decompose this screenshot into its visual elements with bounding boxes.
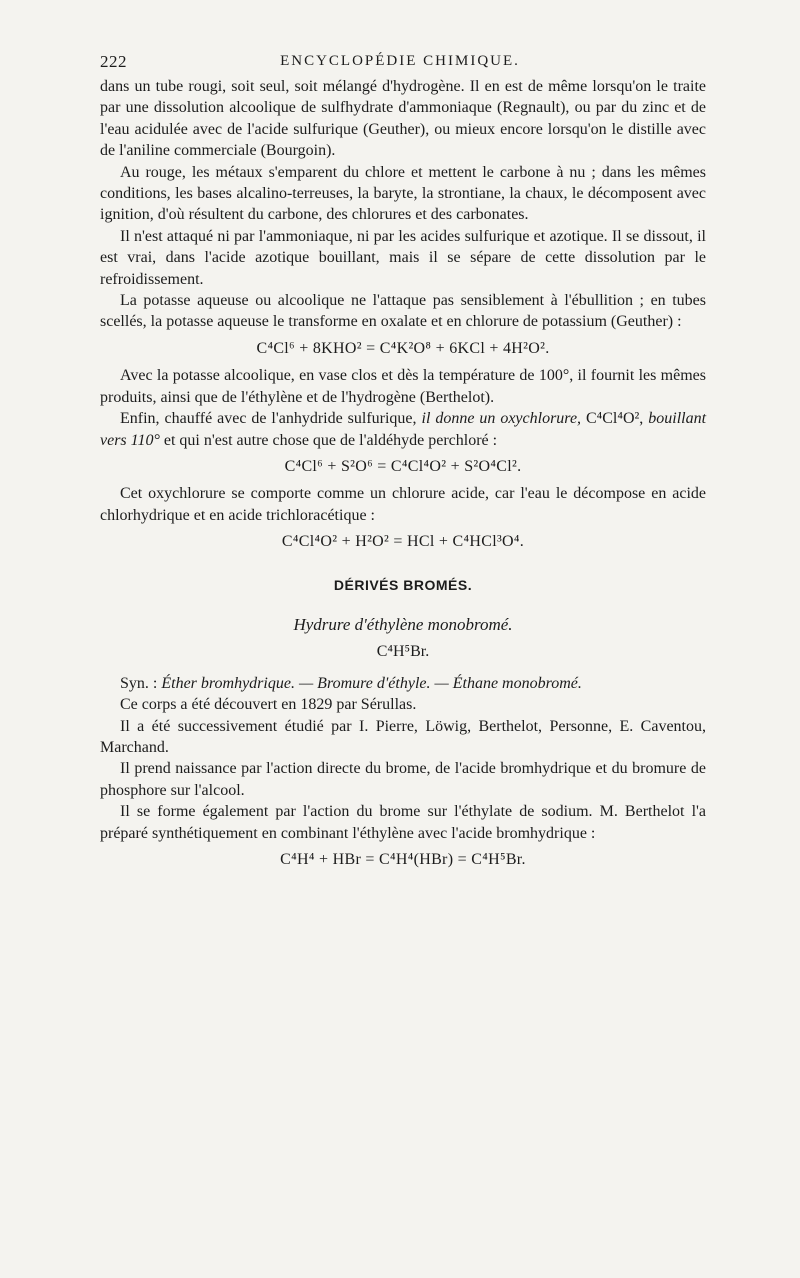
paragraph: Il n'est attaqué ni par l'ammoniaque, ni par les acides sulfurique et azotique. Il se dissout, il est vrai, dans l'acide azotique bouillant, mais il se sépare de cette dissolution par le refroidissement.: [100, 227, 706, 288]
paragraph: Cet oxychlorure se comporte comme un chlorure acide, car l'eau le décompose en acide chlorhydrique et en acide trichloracétique :: [100, 485, 706, 524]
page-header: [100, 52, 700, 74]
text-run: et qui n'est autre chose que de l'aldéhyde perchloré :: [163, 431, 498, 449]
running-title: ENCYCLOPÉDIE CHIMIQUE.: [280, 53, 520, 69]
paragraph: Ce corps a été découvert en 1829 par Sérullas.: [120, 696, 417, 714]
paragraph: dans un tube rougi, soit seul, soit mélangé d'hydrogène. Il en est de même lorsqu'on le traite par une dissolution alcoolique de sulfhydrate d'ammoniaque (Regnault), ou par du zinc et de l'eau acidulée avec de l'acide sulfurique (Geuther), ou mieux encore lorsqu'on le distille avec de l'aniline commerciale (Bourgoin).: [100, 78, 706, 160]
paragraph: Avec la potasse alcoolique, en vase clos et dès la température de 100°, il fournit les mêmes produits, ainsi que de l'éthylène et de l'hydrogène (Berthelot).: [100, 367, 706, 406]
synonyms-paragraph: [100, 673, 706, 694]
italic-run: bouillant vers 110°: [100, 410, 707, 449]
formula-run: C⁴Cl⁴O²,: [586, 410, 644, 428]
page-number: 222: [100, 52, 127, 71]
equation: C⁴Cl⁶ + 8KHO² = C⁴K²O⁸ + 6KCl + 4H²O².: [256, 339, 550, 357]
paragraph: Il prend naissance par l'action directe du brome, de l'acide bromhydrique et du bromure de phosphore sur l'alcool.: [100, 760, 706, 799]
equation: C⁴H⁴ + HBr = C⁴H⁴(HBr) = C⁴H⁵Br.: [280, 851, 526, 868]
subsection-title: Hydrure d'éthylène monobromé.: [293, 614, 513, 634]
text-run: Enfin, chauffé avec de l'anhydride sulfurique,: [120, 410, 417, 428]
equation: C⁴Cl⁴O² + H²O² = HCl + C⁴HCl³O⁴.: [281, 533, 525, 551]
equation: C⁴Cl⁶ + S²O⁶ = C⁴Cl⁴O² + S²O⁴Cl².: [284, 457, 522, 475]
paragraph: Au rouge, les métaux s'emparent du chlore et mettent le carbone à nu ; dans les mêmes conditions, les bases alcalino-terreuses, la baryte, la strontiane, la chaux, le décomposent avec ignition, d'où résultent du carbone, des chlorures et des carbonates.: [100, 163, 706, 224]
section-title: DÉRIVÉS BROMÉS.: [333, 576, 473, 593]
paragraph: [100, 408, 706, 451]
page-body: [100, 76, 706, 876]
compound-formula: C⁴H⁵Br.: [376, 643, 430, 661]
italic-run: il donne un oxychlorure,: [421, 410, 582, 428]
synonyms-label: Syn. :: [120, 674, 158, 692]
paragraph: La potasse aqueuse ou alcoolique ne l'attaque pas sensiblement à l'ébullition ; en tubes scellés, la potasse aqueuse le transforme en oxalate et en chlorure de potassium (Geuther) :: [100, 292, 706, 331]
paragraph: Il se forme également par l'action du brome sur l'éthylate de sodium. M. Berthelot l'a préparé synthétiquement en combinant l'éthylène avec l'acide bromhydrique :: [100, 803, 706, 842]
synonyms-text: Éther bromhydrique. — Bromure d'éthyle. — Éthane monobromé.: [161, 674, 582, 692]
paragraph: Il a été successivement étudié par I. Pierre, Löwig, Berthelot, Personne, E. Caventou, Marchand.: [100, 717, 706, 756]
